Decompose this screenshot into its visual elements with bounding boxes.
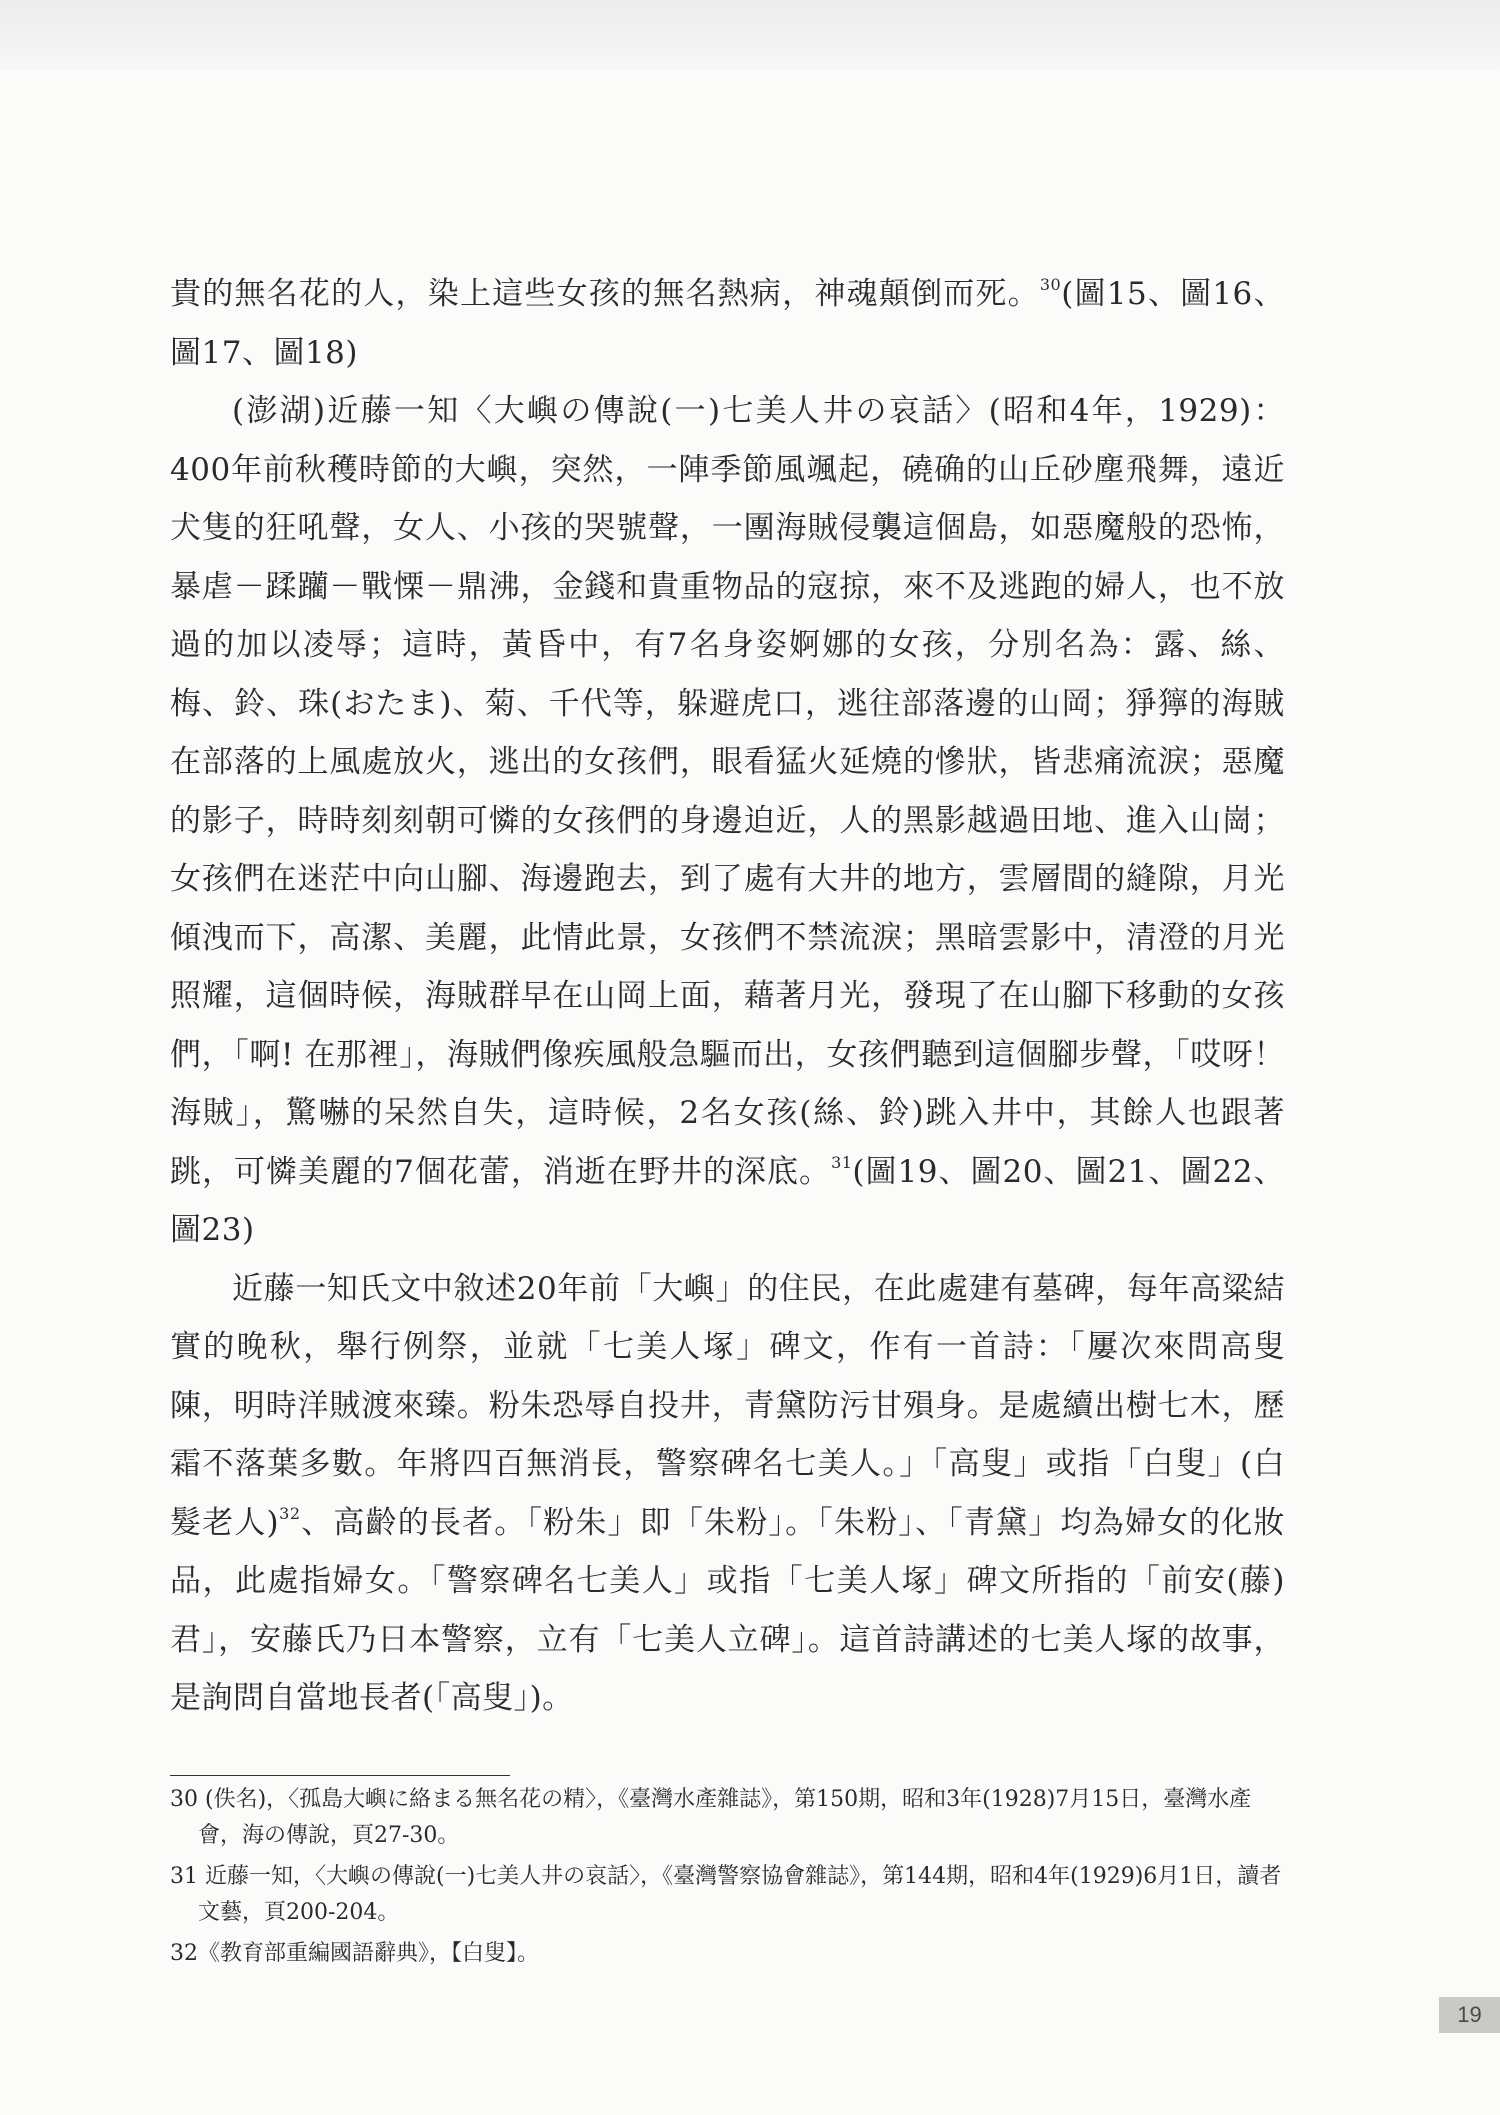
paragraph-3-text-b: 、高齡的長者。「粉朱」即「朱粉」。「朱粉」、「青黛」均為婦女的化妝品，此處指婦女。「警察碑名七美人」或指「七美人塚」碑文所指的「前安(藤)君」，安藤氏乃日本警察，立有「七美人立碑」。這首詩講述的七美人塚的故事，是詢問自當地長者(「高叟」)。 <box>170 1504 1285 1716</box>
footnote-ref-31[interactable]: 31 <box>831 1152 853 1172</box>
footnote-32: 32《教育部重編國語辭典》，【白叟】。 <box>170 1941 539 1966</box>
paragraph-2 <box>170 382 1285 1260</box>
paragraph-3 <box>170 1260 1285 1728</box>
page-number: 19 <box>1439 1997 1500 2033</box>
footnote-31: 31 近藤一知，〈大嶼の傳說(一)七美人井の哀話〉，《臺灣警察協會雜誌》，第144期，昭和4年(1929)6月1日，讀者文藝，頁200-204。 <box>170 1864 1282 1925</box>
paragraph-1-figure-refs: (圖15、圖16、圖17、圖18) <box>170 276 1285 371</box>
paragraph-1-text: 貴的無名花的人，染上這些女孩的無名熱病，神魂顛倒而死。 <box>170 276 1040 312</box>
paragraph-1 <box>170 265 1285 382</box>
footnote-ref-30[interactable]: 30 <box>1039 275 1062 294</box>
paragraph-2-figure-refs: (圖19、圖20、圖21、圖22、圖23) <box>170 1153 1285 1248</box>
page-top-shadow <box>0 0 1500 70</box>
main-text <box>170 265 1285 1728</box>
paragraph-3-text-a: 近藤一知氏文中敘述20年前「大嶼」的住民，在此處建有墓碑，每年高粱結實的晚秋，舉行例祭，並就「七美人塚」碑文，作有一首詩：「屢次來問高叟陳，明時洋賊渡來臻。粉朱恐辱自投井，青黛防污甘殞身。是處續出樹七木，歷霜不落葉多數。年將四百無消長，警察碑名七美人。」「高叟」或指「白叟」(白髮老人) <box>170 1270 1285 1541</box>
paragraph-2-text: (澎湖)近藤一知〈大嶼の傳說(一)七美人井の哀話〉(昭和4年，1929)：400年前秋穫時節的大嶼，突然，一陣季節風颯起，磽确的山丘砂塵飛舞，遠近犬隻的狂吼聲，女人、小孩的哭號聲，一團海賊侵襲這個島，如惡魔般的恐怖，暴虐－蹂躪－戰慄－鼎沸，金錢和貴重物品的寇掠，來不及逃跑的婦人，也不放過的加以凌辱；這時，黃昏中，有7名身姿婀娜的女孩，分別名為：露、絲、梅、鈴、珠(おたま)、菊、千代等，躲避虎口，逃往部落邊的山岡；猙獰的海賊在部落的上風處放火，逃出的女孩們，眼看猛火延燒的慘狀，皆悲痛流淚；惡魔的影子，時時刻刻朝可憐的女孩們的身邊迫近，人的黑影越過田地、進入山崗；女孩們在迷茫中向山腳、海邊跑去，到了處有大井的地方，雲層間的縫隙，月光傾洩而下，高潔、美麗，此情此景，女孩們不禁流淚；黑暗雲影中，清澄的月光照耀，這個時候，海賊群早在山岡上面，藉著月光，發現了在山腳下移動的女孩們，「啊! 在那裡」，海賊們像疾風般急驅而出，女孩們聽到這個腳步聲，「哎呀！海賊」，驚嚇的呆然自失，這時候，2名女孩(絲、鈴)跳入井中，其餘人也跟著跳，可憐美麗的7個花蕾，消逝在野井的深底。 <box>170 393 1285 1190</box>
footnote-ref-32[interactable]: 32 <box>279 1503 301 1523</box>
footnotes <box>170 1782 1285 1977</box>
footnote-30: 30 (佚名)，〈孤島大嶼に絡まる無名花の精〉，《臺灣水產雜誌》，第150期，昭和3年(1928)7月15日，臺灣水產會，海の傳說，頁27-30。 <box>170 1787 1252 1848</box>
footnote-divider <box>170 1775 510 1776</box>
